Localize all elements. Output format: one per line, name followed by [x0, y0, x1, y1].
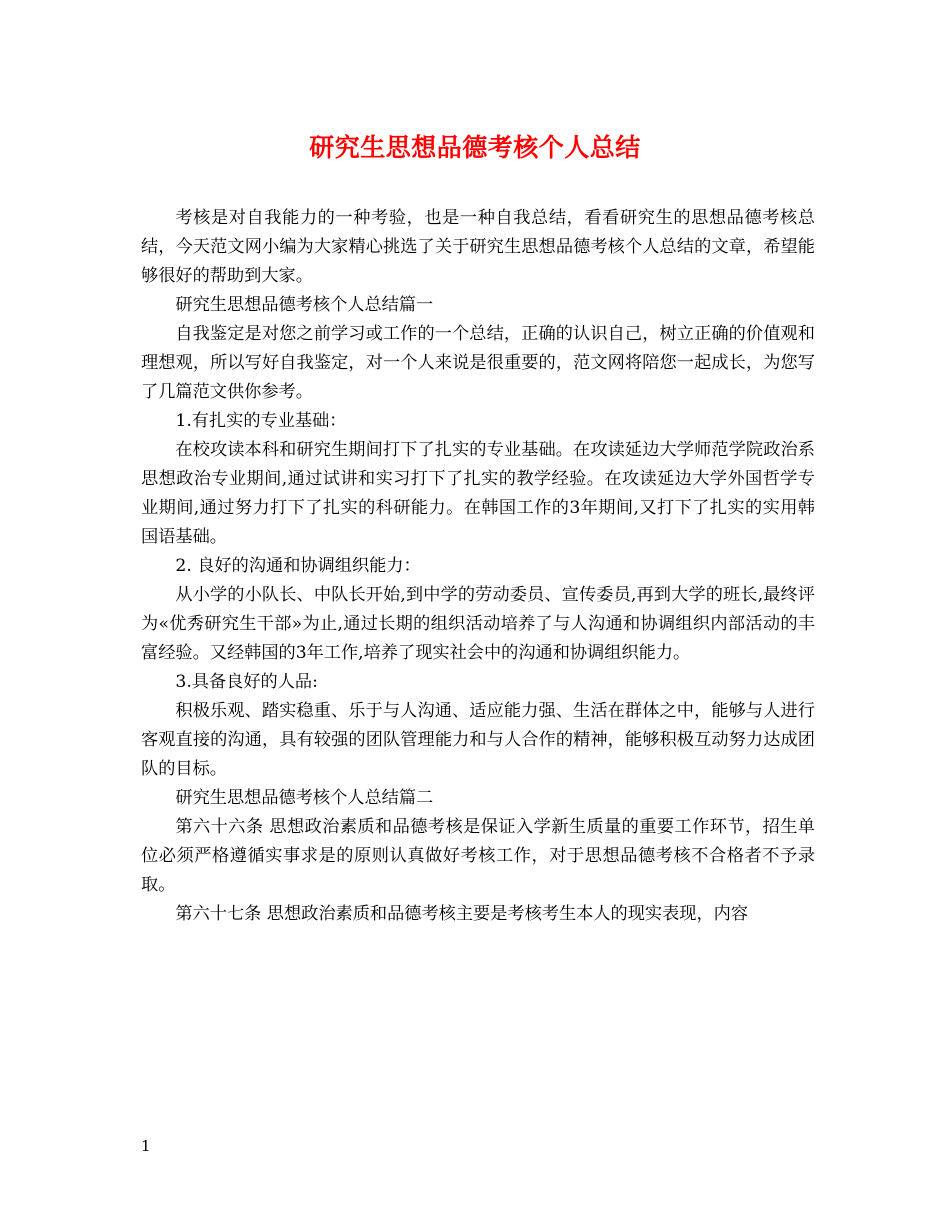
list-heading: 2. 良好的沟通和协调组织能力：	[175, 556, 421, 576]
section-heading-2: 研究生思想品德考核个人总结篇二	[175, 788, 434, 808]
paragraph: 积极乐观、踏实稳重、乐于与人沟通、适应能力强、生活在群体之中，能够与人进行客观直接的沟通，具有较强的团队管理能力和与人合作的精神，能够积极互动努力达成团队的目标。	[141, 701, 815, 779]
page-number: 1	[141, 1137, 151, 1155]
document-title: 研究生思想品德考核个人总结	[309, 133, 641, 162]
document-body	[141, 204, 815, 929]
paragraph: 从小学的小队长、中队长开始,到中学的劳动委员、宣传委员,再到大学的班长,最终评为«优秀研究生干部»为止,通过长期的组织活动培养了与人沟通和协调组织内部活动的丰富经验。又经韩国的3年工作,培养了现实社会中的沟通和协调组织能力。	[141, 585, 815, 663]
list-heading: 3.具备良好的人品:	[175, 672, 318, 692]
paragraph: 在校攻读本科和研究生期间打下了扎实的专业基础。在攻读延边大学师范学院政治系思想政治专业期间,通过试讲和实习打下了扎实的教学经验。在攻读延边大学外国哲学专业期间,通过努力打下了扎实的科研能力。在韩国工作的3年期间,又打下了扎实的实用韩国语基础。	[141, 440, 815, 547]
paragraph: 第六十六条 思想政治素质和品德考核是保证入学新生质量的重要工作环节，招生单位必须严格遵循实事求是的原则认真做好考核工作，对于思想品德考核不合格者不予录取。	[141, 817, 815, 895]
list-heading: 1.有扎实的专业基础：	[175, 411, 347, 431]
paragraph: 第六十七条 思想政治素质和品德考核主要是考核考生本人的现实表现，内容	[175, 904, 749, 924]
paragraph-intro: 考核是对自我能力的一种考验，也是一种自我总结，看看研究生的思想品德考核总结，今天范文网小编为大家精心挑选了关于研究生思想品德考核个人总结的文章，希望能够很好的帮助到大家。	[141, 208, 815, 286]
paragraph: 自我鉴定是对您之前学习或工作的一个总结，正确的认识自己，树立正确的价值观和理想观，所以写好自我鉴定，对一个人来说是很重要的，范文网将陪您一起成长，为您写了几篇范文供你参考。	[141, 324, 815, 402]
section-heading-1: 研究生思想品德考核个人总结篇一	[175, 295, 434, 315]
